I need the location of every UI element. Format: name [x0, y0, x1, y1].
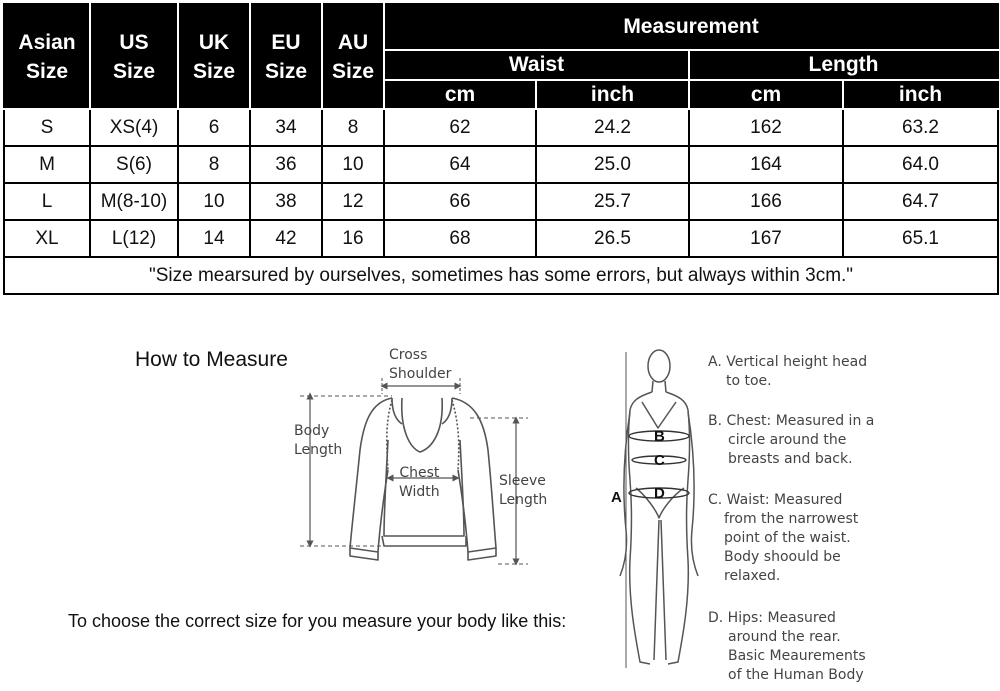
note-chest: B. Chest: Measured in a circle around the breasts and back. — [708, 413, 875, 467]
table-cell: L — [4, 183, 90, 220]
table-cell: XL — [4, 220, 90, 257]
header-measurement: Measurement — [384, 4, 998, 50]
header-waist-inch: inch — [536, 80, 689, 109]
table-cell: 10 — [178, 183, 250, 220]
header-length: Length — [689, 50, 998, 80]
sleeve-length-label: Sleeve Length — [499, 473, 548, 508]
table-cell: 68 — [384, 220, 536, 257]
table-cell: 34 — [250, 109, 322, 146]
table-note: "Size mearsured by ourselves, sometimes has some errors, but always within 3cm." — [4, 257, 998, 294]
marker-c: C — [654, 452, 665, 469]
table-cell: 62 — [384, 109, 536, 146]
header-waist: Waist — [384, 50, 689, 80]
table-cell: 64.7 — [843, 183, 998, 220]
table-cell: 26.5 — [536, 220, 689, 257]
header-uk-size: UK Size — [178, 4, 250, 109]
table-cell: S — [4, 109, 90, 146]
header-us-size: US Size — [90, 4, 178, 109]
table-cell: 8 — [322, 109, 384, 146]
table-cell: M — [4, 146, 90, 183]
cross-shoulder-label: Cross Shoulder — [389, 347, 452, 382]
table-cell: 166 — [689, 183, 843, 220]
chest-width-label: Chest Width — [399, 465, 440, 500]
choose-size-instruction: To choose the correct size for you measure your body like this: — [68, 611, 567, 631]
table-cell: 25.7 — [536, 183, 689, 220]
table-cell: 6 — [178, 109, 250, 146]
table-cell: XS(4) — [90, 109, 178, 146]
header-asian-size: Asian Size — [4, 4, 90, 109]
table-cell: L(12) — [90, 220, 178, 257]
table-cell: 36 — [250, 146, 322, 183]
table-cell: 16 — [322, 220, 384, 257]
table-cell: 14 — [178, 220, 250, 257]
human-body-icon — [620, 350, 698, 664]
how-to-measure-title: How to Measure — [135, 348, 288, 371]
header-eu-size: EU Size — [250, 4, 322, 109]
marker-d: D — [654, 485, 665, 502]
note-height: A. Vertical height head to toe. — [708, 354, 868, 389]
table-cell: 162 — [689, 109, 843, 146]
header-au-size: AU Size — [322, 4, 384, 109]
table-cell: S(6) — [90, 146, 178, 183]
table-cell: 24.2 — [536, 109, 689, 146]
table-cell: M(8-10) — [90, 183, 178, 220]
note-waist: C. Waist: Measured from the narrowest point of the waist. Body shoould be relaxed. — [708, 492, 859, 584]
table-cell: 12 — [322, 183, 384, 220]
table-cell: 164 — [689, 146, 843, 183]
table-cell: 25.0 — [536, 146, 689, 183]
note-hips: D. Hips: Measured around the rear. Basic Meaurements of the Human Body — [708, 610, 866, 683]
table-cell: 66 — [384, 183, 536, 220]
table-cell: 64.0 — [843, 146, 998, 183]
marker-a: A — [611, 489, 622, 506]
table-cell: 65.1 — [843, 220, 998, 257]
table-cell: 10 — [322, 146, 384, 183]
table-cell: 8 — [178, 146, 250, 183]
table-cell: 167 — [689, 220, 843, 257]
body-length-label: Body Length — [294, 423, 343, 458]
table-cell: 64 — [384, 146, 536, 183]
table-cell: 38 — [250, 183, 322, 220]
marker-b: B — [654, 428, 665, 445]
header-waist-cm: cm — [384, 80, 536, 109]
header-length-cm: cm — [689, 80, 843, 109]
table-cell: 42 — [250, 220, 322, 257]
header-length-inch: inch — [843, 80, 998, 109]
table-cell: 63.2 — [843, 109, 998, 146]
